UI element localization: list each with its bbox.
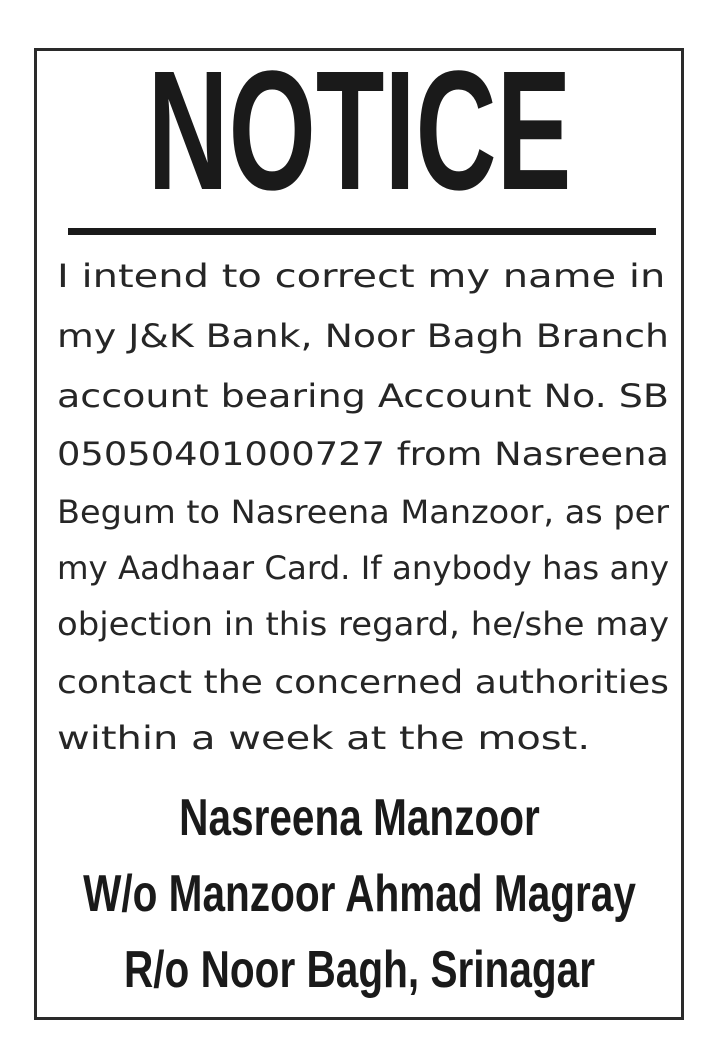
- body-line: account bearing Account No. SB: [57, 377, 669, 415]
- body-line: within a week at the most.: [57, 719, 591, 757]
- body-line: objection in this regard, he/she may: [57, 605, 670, 643]
- body-line: contact the concerned authorities: [57, 663, 669, 701]
- body-line: Begum to Nasreena Manzoor, as per: [57, 493, 670, 531]
- body-line: my Aadhaar Card. If anybody has any: [57, 549, 670, 587]
- signatory-residence: R/o Noor Bagh, Srinagar: [124, 941, 595, 999]
- notice-title: NOTICE: [147, 36, 572, 226]
- body-line: my J&K Bank, Noor Bagh Branch: [57, 317, 670, 355]
- title-underline: [68, 228, 656, 235]
- signatory-relation: W/o Manzoor Ahmad Magray: [83, 865, 636, 923]
- signatory-name: Nasreena Manzoor: [179, 789, 540, 847]
- body-line: 05050401000727 from Nasreena: [57, 435, 669, 473]
- body-line: I intend to correct my name in: [57, 257, 666, 295]
